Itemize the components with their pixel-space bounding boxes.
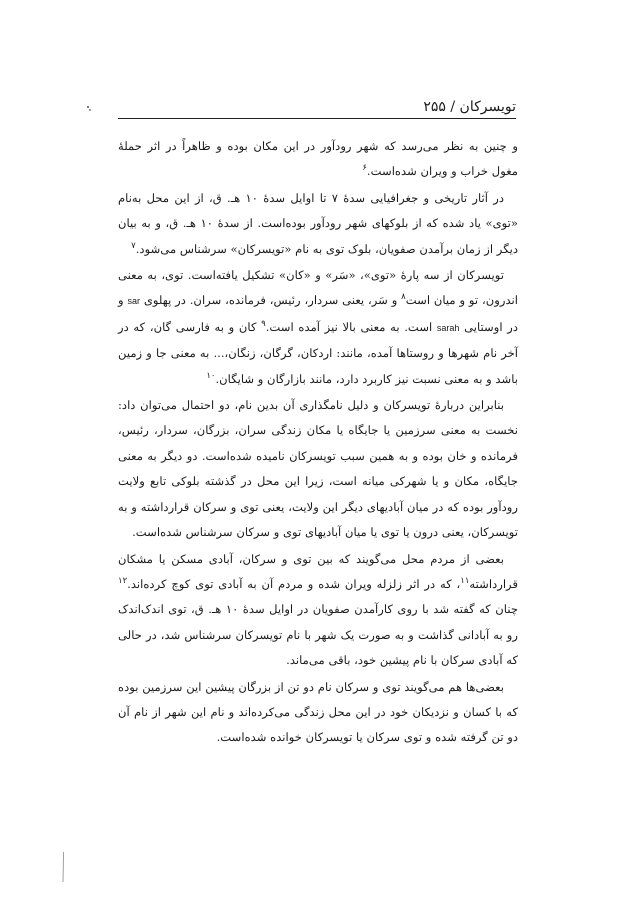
page-header — [118, 96, 516, 119]
footnote-ref: ۷ — [131, 240, 136, 251]
footnote-ref: ۶ — [362, 163, 367, 174]
paragraph-6: بعضی‌ها هم می‌گویند توی و سرکان نام دو تن از بزرگان پیشین این سرزمین بوده که با کسان و نزدیکان خود در این محل زندگی می‌کرده‌اند و نام این شهر از نام آن دو تن گرفته شده و توی سرکان یا تویسرکان خوانده شده‌است. — [118, 679, 518, 745]
paragraph-4: بنابراین دربارهٔ تویسرکان و دلیل نامگذاری آن بدین نام، دو احتمال می‌توان داد: نخست به معنی سرزمین یا جایگاه یا مکان زندگی سران، بزرگان، سردار، رئیس، فرمانده و خان بوده و به همین سبب تویسرکان نامیده شده‌است. دو دیگر به معنی جایگاه، مکان و یا شهرکی میانه است، زیرا این محل در گذشته بلوکی تابع ولایت رودآور بوده که در میان آبادیهای دیگر این ولایت، یعنی توی و سرکان قرارداشته و به تویسرکان، یعنی درون یا توی یا میان آبادیهای توی و سرکان سرشناس شده‌است. — [118, 398, 518, 540]
paragraph-3: تویسرکان از سه پارهٔ «توی»، «سَر» و «کان» تشکیل یافته‌است. توی، به معنی اندرون، تو و میان است$^۸$ و سَر، یعنی سردار، رئیس، فرمانده، سران. در پهلوی sar و در اوستایی sarah است. به معنی بالا نیز آمده است.$^۹$ کان و به فارسی گان، که در آخر نام شهرها و روستاها آمده، مانند: اردکان، گرگان، زنگان،... به معنی جا و زمین باشد و به معنی نسبت نیز کاربرد دارد، مانند بازارگان و شایگان.$^{۱۰}$ — [118, 268, 518, 386]
scan-speck-top — [86, 98, 92, 106]
footnote-ref: ۱۲ — [118, 576, 128, 587]
footnote-ref: ۹ — [261, 318, 266, 329]
latin-term: sar — [127, 296, 140, 307]
page-body — [118, 134, 518, 751]
footnote-ref: ۱۱ — [460, 576, 470, 587]
paragraph-1: و چنین به نظر می‌رسد که شهر رودآور در این مکان بوده و ظاهراً در اثر حملهٔ مغول خراب و ویران شده‌است.$^۶$ — [118, 139, 518, 179]
paragraph-2: در آثار تاریخی و جغرافیایی سدهٔ ۷ تا اوایل سدهٔ ۱۰ هـ. ق، از این محل به‌نام «توی» یاد شده که از بلوکهای شهر رودآور بوده‌است. از سدهٔ ۱۰ هـ. ق، و به بیان دیگر از زمان برآمدن صفویان، بلوک توی به نام «تویسرکان» سرشناس می‌شود.$^۷$ — [118, 190, 518, 256]
scan-mark-bottom — [62, 852, 65, 882]
paragraph-5: بعضی از مردم محل می‌گویند که بین توی و سرکان، آبادی مسکن یا مشکان قرارداشته$^{۱۱}$، که در اثر زلزله ویران شده و مردم آن به آبادی توی کوچ کرده‌اند.$^{۱۲}$ چنان که گفته شد با روی کارآمدن صفویان در اوایل سدهٔ ۱۰ هـ. ق، توی اندک‌اندک رو به آبادانی گذاشت و به صورت یک شهر با نام تویسرکان سرشناس شد، در حالی که آبادی سرکان با نام پیشین خود، باقی می‌ماند. — [118, 551, 518, 668]
footnote-ref: ۱۰ — [206, 370, 216, 381]
running-title: تویسرکان / ۲۵۵ — [423, 99, 516, 115]
latin-term: sarah — [436, 322, 460, 333]
footnote-ref: ۸ — [401, 292, 406, 303]
